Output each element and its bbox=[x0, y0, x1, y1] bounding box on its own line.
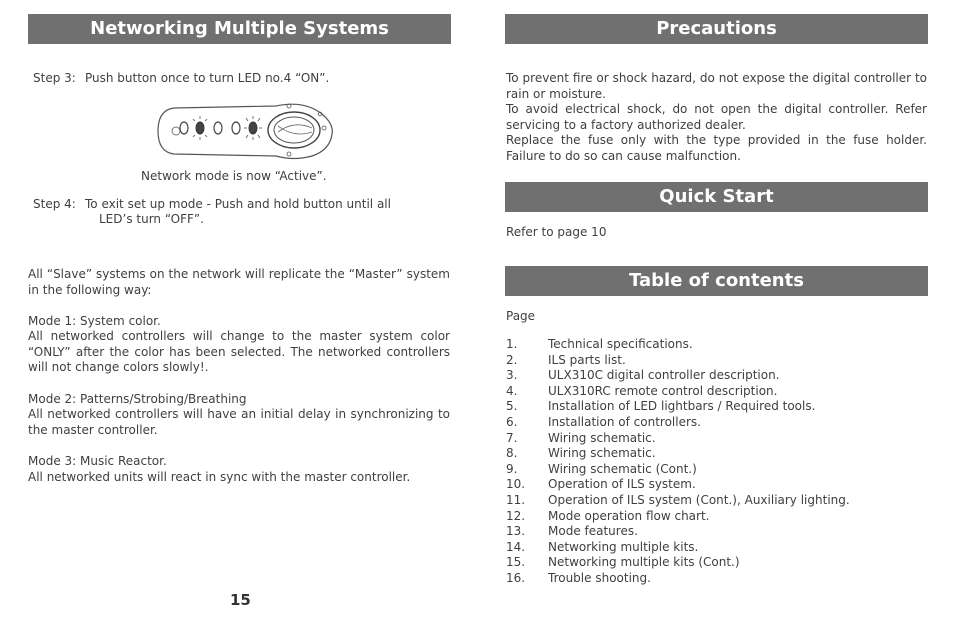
toc-item-title: Mode operation flow chart. bbox=[548, 508, 710, 523]
precautions-p3: Replace the fuse only with the type provided in the fuse holder. Failure to do so can cause malfunction. bbox=[506, 133, 927, 163]
toc-item-title: Wiring schematic (Cont.) bbox=[548, 461, 697, 476]
step4-label: Step 4: bbox=[33, 197, 76, 211]
toc-item-title: Installation of LED lightbars / Required tools. bbox=[548, 399, 816, 414]
toc-list bbox=[506, 337, 927, 587]
step4-line1: To exit set up mode - Push and hold button until all bbox=[85, 197, 391, 211]
precautions-p1: To prevent fire or shock hazard, do not expose the digital controller to rain or moisture. bbox=[506, 71, 927, 101]
toc-item-number: 3. bbox=[506, 368, 518, 383]
toc-item-number: 5. bbox=[506, 399, 518, 414]
toc-item-title: ULX310C digital controller description. bbox=[548, 368, 780, 383]
precautions-p2: To avoid electrical shock, do not open the digital controller. Refer servicing to a factory authorized dealer. bbox=[506, 102, 927, 132]
mode3-title: Mode 3: Music Reactor. bbox=[28, 454, 167, 468]
step3-label: Step 3: bbox=[33, 71, 76, 85]
toc-item-title: Wiring schematic. bbox=[548, 430, 656, 445]
toc-item[interactable] bbox=[506, 509, 927, 525]
quick-start-text: Refer to page 10 bbox=[506, 225, 607, 239]
toc-item[interactable] bbox=[506, 477, 927, 493]
toc-item[interactable] bbox=[506, 555, 927, 571]
toc-item-number: 8. bbox=[506, 446, 518, 461]
toc-item-title: Operation of ILS system. bbox=[548, 477, 696, 492]
toc-item-title: ILS parts list. bbox=[548, 352, 626, 367]
toc-item-title: Trouble shooting. bbox=[548, 570, 651, 585]
toc-item-number: 9. bbox=[506, 461, 518, 476]
slave-intro: All “Slave” systems on the network will replicate the “Master” system in the following way: bbox=[28, 267, 450, 297]
toc-item-number: 7. bbox=[506, 430, 518, 445]
network-mode-caption: Network mode is now “Active”. bbox=[141, 169, 327, 183]
toc-item[interactable] bbox=[506, 384, 927, 400]
toc-item[interactable] bbox=[506, 415, 927, 431]
toc-item[interactable] bbox=[506, 431, 927, 447]
toc-item[interactable] bbox=[506, 540, 927, 556]
toc-item-title: Mode features. bbox=[548, 524, 638, 539]
toc-item[interactable] bbox=[506, 353, 927, 369]
toc-item-title: ULX310RC remote control description. bbox=[548, 383, 778, 398]
toc-item[interactable] bbox=[506, 462, 927, 478]
toc-item[interactable] bbox=[506, 524, 927, 540]
toc-item[interactable] bbox=[506, 337, 927, 353]
precautions-header: Precautions bbox=[505, 14, 928, 44]
mode1-title: Mode 1: System color. bbox=[28, 314, 161, 328]
toc-item-number: 16. bbox=[506, 570, 526, 585]
mode2-title: Mode 2: Patterns/Strobing/Breathing bbox=[28, 392, 247, 406]
step4-line2: LED’s turn “OFF”. bbox=[99, 212, 204, 226]
step3-text: Push button once to turn LED no.4 “ON”. bbox=[85, 71, 330, 85]
toc-item-number: 2. bbox=[506, 352, 518, 367]
mode3-text: All networked units will react in sync with the master controller. bbox=[28, 470, 411, 484]
mode2-text: All networked controllers will have an initial delay in synchronizing to the master controller. bbox=[28, 407, 450, 437]
controller-diagram bbox=[154, 98, 336, 164]
toc-item-number: 14. bbox=[506, 539, 526, 554]
toc-item-number: 6. bbox=[506, 414, 518, 429]
toc-item-title: Networking multiple kits (Cont.) bbox=[548, 555, 740, 570]
toc-item-number: 4. bbox=[506, 383, 518, 398]
toc-item-title: Operation of ILS system (Cont.), Auxiliary lighting. bbox=[548, 492, 850, 507]
toc-item-number: 13. bbox=[506, 524, 526, 539]
toc-item-number: 15. bbox=[506, 555, 526, 570]
toc-page-label: Page bbox=[506, 309, 536, 323]
toc-item[interactable] bbox=[506, 368, 927, 384]
page-number: 15 bbox=[230, 591, 251, 609]
toc-item-number: 10. bbox=[506, 477, 526, 492]
toc-item-number: 12. bbox=[506, 508, 526, 523]
toc-item-number: 11. bbox=[506, 492, 526, 507]
toc-header: Table of contents bbox=[505, 266, 928, 296]
toc-item-title: Wiring schematic. bbox=[548, 446, 656, 461]
toc-item[interactable] bbox=[506, 399, 927, 415]
toc-item[interactable] bbox=[506, 446, 927, 462]
quick-start-header: Quick Start bbox=[505, 182, 928, 212]
toc-item-title: Installation of controllers. bbox=[548, 414, 701, 429]
toc-item-number: 1. bbox=[506, 337, 518, 351]
toc-item[interactable] bbox=[506, 493, 927, 509]
networking-header: Networking Multiple Systems bbox=[28, 14, 451, 44]
mode1-text: All networked controllers will change to the master system color “ONLY” after the color has been selected. The networked controllers will not change colors slowly!. bbox=[28, 329, 450, 375]
toc-item[interactable] bbox=[506, 571, 927, 587]
toc-item-title: Technical specifications. bbox=[548, 337, 693, 351]
toc-item-title: Networking multiple kits. bbox=[548, 539, 699, 554]
